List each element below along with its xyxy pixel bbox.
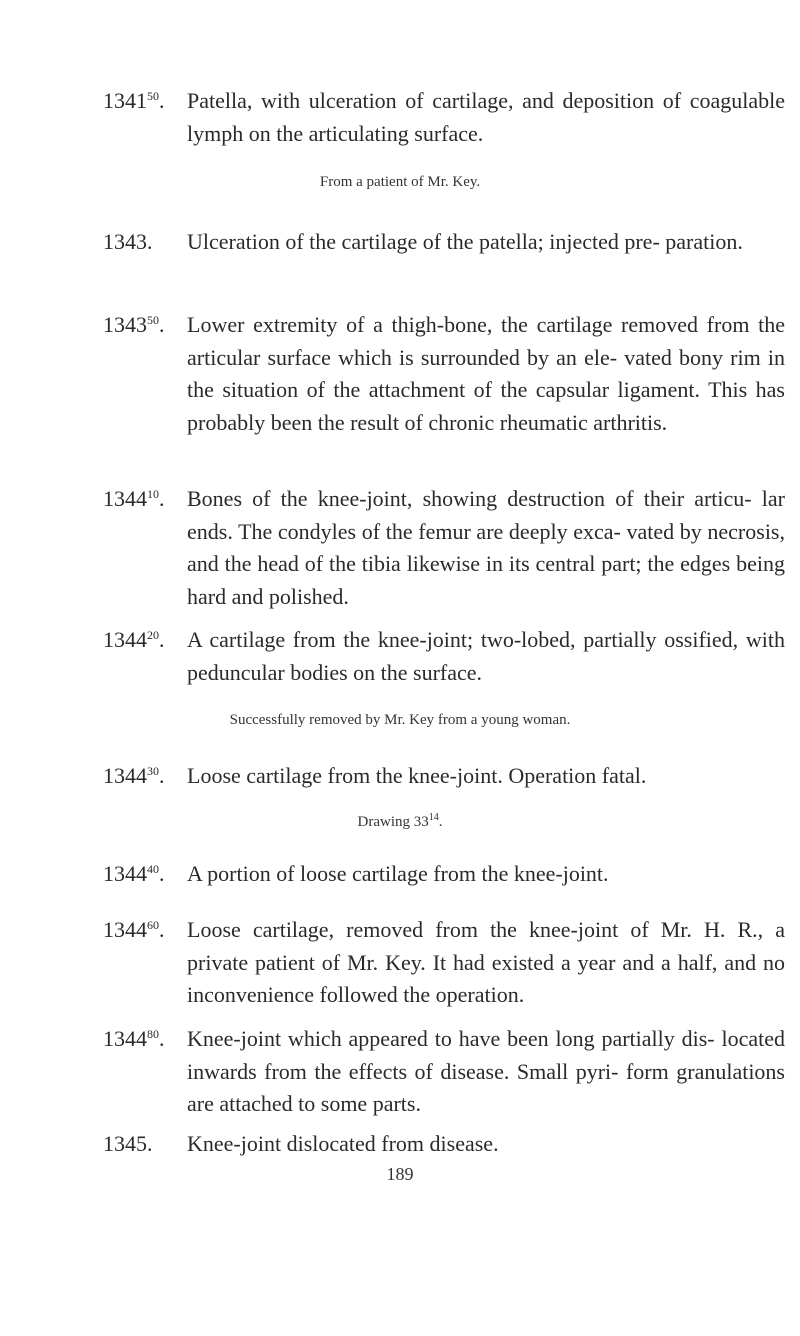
catalogue-entry (103, 85, 793, 150)
catalogue-entry (103, 858, 793, 891)
catalogue-entry (103, 624, 793, 689)
catalogue-entry (103, 914, 793, 1012)
entry-number: 1345. (103, 1131, 153, 1156)
entry-number: 1343. (103, 229, 153, 254)
entry-description: Bones of the knee-joint, showing destruction of their articu- lar ends. The condyles of the femur are deeply exca- vated by necrosis, and the head of the tibia likewise in its central part; the edges being hard and polished. (187, 486, 785, 609)
entry-description: Knee-joint dislocated from disease. (187, 1131, 499, 1156)
page-number: 189 (386, 1164, 414, 1184)
catalogue-entry (103, 226, 793, 259)
entry-number: 1344$^{30}$. (103, 763, 165, 788)
entry-description: A cartilage from the knee-joint; two-lobed, partially ossified, with peduncular bodies on the surface. (187, 627, 785, 685)
entry-number: 1344$^{20}$. (103, 627, 165, 652)
entry-note: Successfully removed by Mr. Key from a young woman. (229, 712, 571, 728)
entry-number: 1343$^{50}$. (103, 312, 165, 337)
entry-note: From a patient of Mr. Key. (319, 174, 481, 190)
entry-description: Knee-joint which appeared to have been long partially dis- located inwards from the effects of disease. Small pyri- form granulations are attached to some parts. (187, 1026, 785, 1116)
entry-description: Lower extremity of a thigh-bone, the cartilage removed from the articular surface which is surrounded by an ele- vated bony rim in the situation of the attachment of the capsular ligament. This has probably been the result of chronic rheumatic arthritis. (187, 312, 785, 435)
entry-number: 1344$^{60}$. (103, 917, 165, 942)
catalogue-entry (103, 760, 793, 793)
entry-description: A portion of loose cartilage from the knee-joint. (187, 861, 609, 886)
entry-number: 1344$^{10}$. (103, 486, 165, 511)
entry-description: Patella, with ulceration of cartilage, and deposition of coagulable lymph on the articulating surface. (187, 88, 785, 146)
catalogue-entry (103, 309, 793, 439)
catalogue-entry (103, 1128, 793, 1161)
catalogue-entry (103, 1023, 793, 1121)
entry-note: Drawing $33^{14}$. (357, 812, 443, 830)
entry-number: 1344$^{40}$. (103, 861, 165, 886)
entry-number: 1344$^{80}$. (103, 1026, 165, 1051)
entry-description: Loose cartilage, removed from the knee-joint of Mr. H. R., a private patient of Mr. Key. It had existed a year and a half, and no inconvenience followed the operation. (187, 917, 785, 1007)
entry-description: Loose cartilage from the knee-joint. Operation fatal. (187, 763, 647, 788)
entry-description: Ulceration of the cartilage of the patella; injected pre- paration. (187, 229, 743, 254)
catalogue-entry (103, 483, 793, 613)
entry-number: 1341$^{50}$. (103, 88, 165, 113)
